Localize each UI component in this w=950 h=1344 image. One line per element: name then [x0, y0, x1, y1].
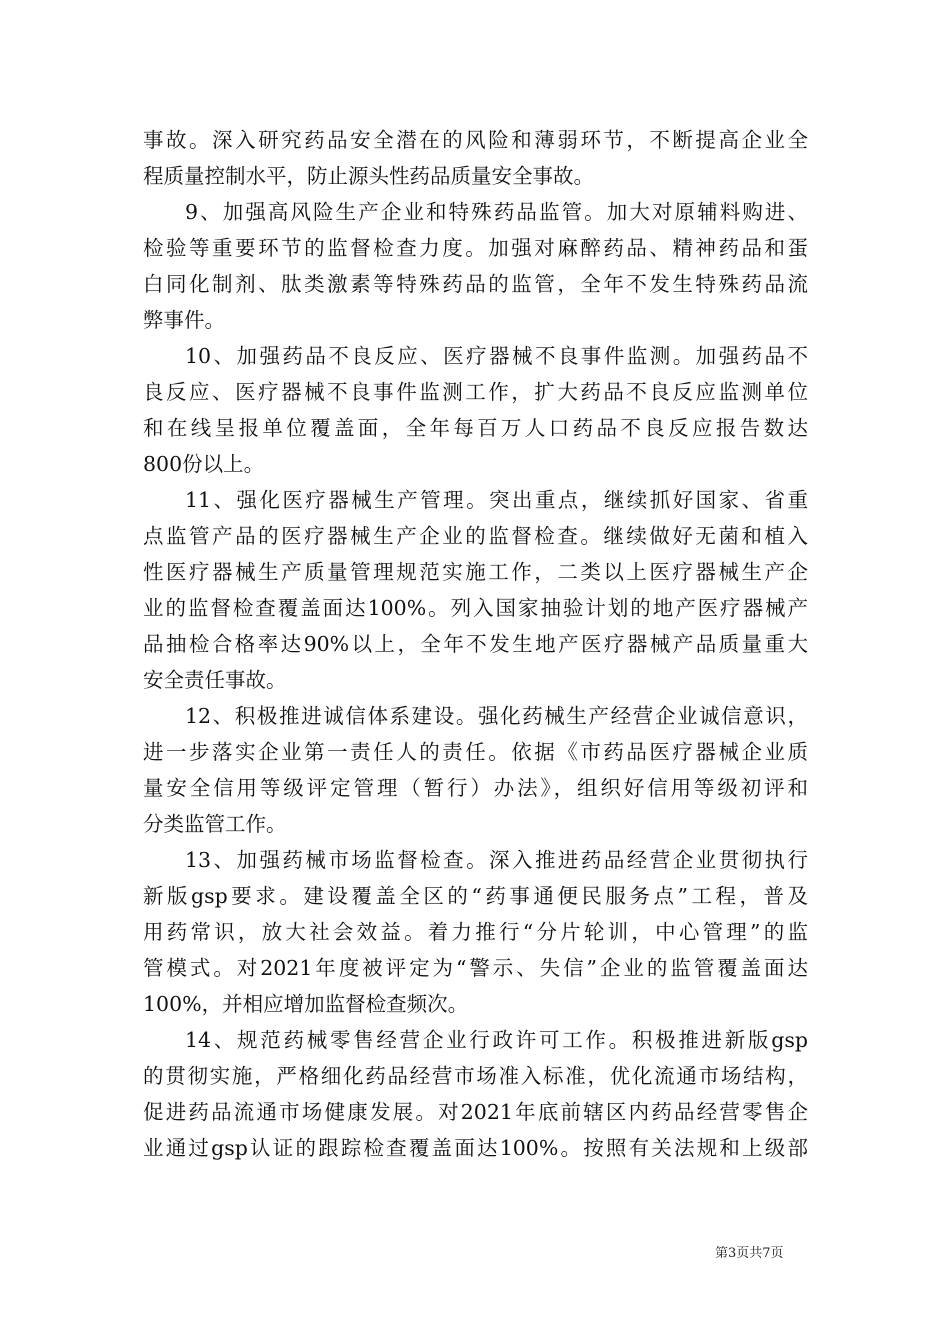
- text-line: 量安全信用等级评定管理（暂行）办法》，组织好信用等级初评和: [143, 776, 808, 800]
- text-line: 新版gsp要求。建设覆盖全区的“药事通便民服务点”工程，普及: [143, 884, 808, 908]
- text-line: 品抽检合格率达90%以上，全年不发生地产医疗器械产品质量重大: [143, 632, 808, 656]
- text-line: 弊事件。: [143, 308, 225, 332]
- text-line: 检验等重要环节的监督检查力度。加强对麻醉药品、精神药品和蛋: [143, 236, 808, 260]
- text-line: 安全责任事故。: [143, 668, 287, 692]
- text-line: 白同化制剂、肽类激素等特殊药品的监管，全年不发生特殊药品流: [143, 272, 808, 296]
- text-line: 10、加强药品不良反应、医疗器械不良事件监测。加强药品不: [185, 344, 808, 368]
- text-line: 业的监督检查覆盖面达100%。列入国家抽验计划的地产医疗器械产: [143, 596, 808, 620]
- text-line: 9、加强高风险生产企业和特殊药品监管。加大对原辅料购进、: [185, 200, 808, 224]
- text-line: 分类监管工作。: [143, 812, 287, 836]
- document-body: [143, 122, 808, 1166]
- text-line: 业通过gsp认证的跟踪检查覆盖面达100%。按照有关法规和上级部: [143, 1136, 808, 1160]
- text-line: 性医疗器械生产质量管理规范实施工作，二类以上医疗器械生产企: [143, 560, 808, 584]
- text-line: 11、强化医疗器械生产管理。突出重点，继续抓好国家、省重: [185, 488, 808, 512]
- text-line: 用药常识，放大社会效益。着力推行“分片轮训，中心管理”的监: [143, 920, 808, 944]
- text-line: 13、加强药械市场监督检查。深入推进药品经营企业贯彻执行: [185, 848, 808, 872]
- text-line: 点监管产品的医疗器械生产企业的监督检查。继续做好无菌和植入: [143, 524, 808, 548]
- text-line: 800份以上。: [143, 452, 265, 476]
- text-line: 良反应、医疗器械不良事件监测工作，扩大药品不良反应监测单位: [143, 380, 808, 404]
- text-line: 14、规范药械零售经营企业行政许可工作。积极推进新版gsp: [185, 1028, 808, 1052]
- text-line: 的贯彻实施，严格细化药品经营市场准入标准，优化流通市场结构，: [143, 1064, 808, 1088]
- text-line: 管模式。对2021年度被评定为“警示、失信”企业的监管覆盖面达: [143, 956, 808, 980]
- text-line: 进一步落实企业第一责任人的责任。依据《市药品医疗器械企业质: [143, 740, 808, 764]
- page-number: 第3页共7页: [715, 1246, 784, 1261]
- text-line: 和在线呈报单位覆盖面，全年每百万人口药品不良反应报告数达: [143, 416, 808, 440]
- text-line: 促进药品流通市场健康发展。对2021年底前辖区内药品经营零售企: [143, 1100, 808, 1124]
- text-line: 100%，并相应增加监督检查频次。: [143, 992, 469, 1016]
- text-line: 12、积极推进诚信体系建设。强化药械生产经营企业诚信意识，: [185, 704, 808, 728]
- text-line: 程质量控制水平，防止源头性药品质量安全事故。: [143, 164, 594, 188]
- text-line: 事故。深入研究药品安全潜在的风险和薄弱环节，不断提高企业全: [143, 128, 808, 152]
